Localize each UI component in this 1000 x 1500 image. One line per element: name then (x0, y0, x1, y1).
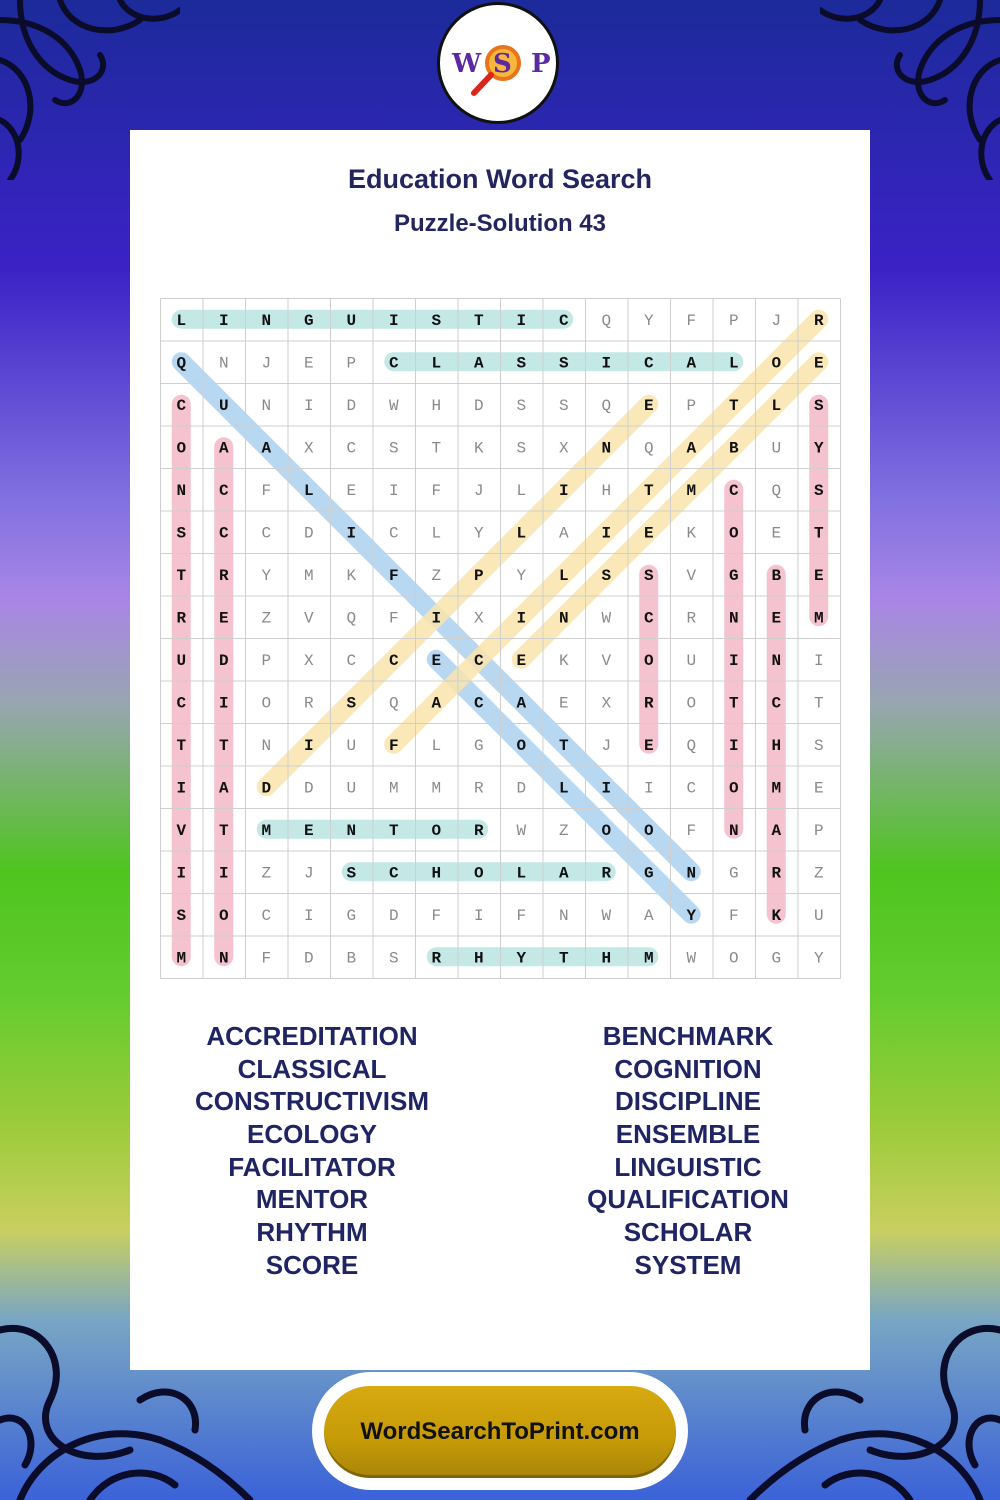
grid-letter[interactable]: M (303, 566, 314, 585)
grid-letter[interactable]: I (601, 779, 612, 798)
grid-letter[interactable]: M (643, 949, 654, 968)
grid-letter[interactable]: R (303, 694, 314, 713)
grid-letter[interactable]: P (473, 566, 484, 585)
grid-letter[interactable]: I (558, 481, 569, 500)
grid-letter[interactable]: A (643, 906, 654, 925)
grid-letter[interactable]: I (728, 651, 739, 670)
grid-letter[interactable]: S (516, 439, 527, 458)
word-item: SCORE (265, 1249, 359, 1280)
word-list-right (498, 1020, 878, 1282)
grid-letter[interactable]: S (388, 439, 399, 458)
grid-letter[interactable]: E (813, 354, 824, 373)
grid-letter[interactable]: F (388, 609, 399, 628)
grid-letter[interactable]: I (388, 311, 399, 330)
grid-letter[interactable]: X (303, 651, 314, 670)
grid-letter[interactable]: W (388, 396, 399, 415)
grid-letter[interactable]: N (686, 864, 697, 883)
grid-letter[interactable]: G (728, 566, 739, 585)
word-item: ECOLOGY (246, 1119, 377, 1150)
grid-letter[interactable]: Z (431, 566, 442, 585)
grid-letter[interactable]: I (473, 906, 484, 925)
grid-letter[interactable]: L (303, 481, 314, 500)
grid-letter[interactable]: E (643, 736, 654, 755)
grid-letter[interactable]: Y (686, 906, 697, 925)
grid-letter[interactable]: Y (643, 311, 654, 330)
grid-letter[interactable]: N (728, 609, 739, 628)
grid-letter[interactable]: C (728, 481, 739, 500)
grid-letter[interactable]: G (473, 736, 484, 755)
grid-letter[interactable]: E (218, 609, 229, 628)
grid-letter[interactable]: H (601, 949, 612, 968)
grid-letter[interactable]: T (558, 736, 569, 755)
grid-letter[interactable]: S (516, 396, 527, 415)
grid-letter[interactable]: B (728, 439, 739, 458)
grid-letter[interactable]: F (431, 906, 442, 925)
grid-letter[interactable]: Q (346, 609, 357, 628)
grid-letter[interactable]: F (686, 821, 697, 840)
grid-letter[interactable]: F (388, 566, 399, 585)
grid-letter[interactable]: E (431, 651, 442, 670)
grid-letter[interactable]: G (643, 864, 654, 883)
grid-letter[interactable]: C (261, 524, 272, 543)
grid-letter[interactable]: V (303, 609, 314, 628)
grid-letter[interactable]: R (176, 609, 187, 628)
grid-letter[interactable]: S (431, 311, 442, 330)
grid-letter[interactable]: C (643, 354, 654, 373)
grid-letter[interactable]: I (601, 354, 612, 373)
grid-letter[interactable]: H (601, 481, 612, 500)
grid-letter[interactable]: S (176, 524, 187, 543)
grid-letter[interactable]: X (303, 439, 314, 458)
grid-letter[interactable]: S (643, 566, 654, 585)
grid-letter[interactable]: N (261, 396, 272, 415)
grid-letter[interactable]: B (771, 566, 782, 585)
grid-letter[interactable]: L (431, 736, 442, 755)
grid-letter[interactable]: H (771, 736, 782, 755)
grid-letter[interactable]: F (728, 906, 739, 925)
grid-letter[interactable]: N (558, 906, 569, 925)
grid-letter[interactable]: O (218, 906, 229, 925)
grid-letter[interactable]: S (516, 354, 527, 373)
grid-letter[interactable]: C (473, 694, 484, 713)
grid-letter[interactable]: T (473, 311, 484, 330)
wsp-logo (437, 2, 559, 124)
grid-letter[interactable]: Y (516, 949, 527, 968)
grid-letter[interactable]: G (728, 864, 739, 883)
grid-letter[interactable]: D (303, 949, 314, 968)
grid-letter[interactable]: I (303, 736, 314, 755)
grid-letter[interactable]: Q (601, 311, 612, 330)
grid-letter[interactable]: E (346, 481, 357, 500)
word-item: CLASSICAL (237, 1053, 387, 1084)
grid-letter[interactable]: U (346, 311, 357, 330)
grid-letter[interactable]: A (558, 524, 569, 543)
grid-letter[interactable]: D (303, 779, 314, 798)
grid-letter[interactable]: G (303, 311, 314, 330)
grid-letter[interactable]: C (218, 524, 229, 543)
word-list-left (122, 1020, 502, 1282)
grid-letter[interactable]: N (176, 481, 187, 500)
grid-letter[interactable]: T (431, 439, 442, 458)
grid-letter[interactable]: C (643, 609, 654, 628)
grid-letter[interactable]: A (558, 864, 569, 883)
logo-letter-w: W (452, 49, 482, 79)
grid-letter[interactable]: P (728, 311, 739, 330)
grid-letter[interactable]: L (771, 396, 782, 415)
grid-letter[interactable]: L (176, 311, 187, 330)
grid-letter[interactable]: H (473, 949, 484, 968)
grid-letter[interactable]: C (686, 779, 697, 798)
grid-letter[interactable]: O (686, 694, 697, 713)
grid-letter[interactable]: Z (261, 609, 272, 628)
grid-letter[interactable]: A (686, 439, 697, 458)
grid-letter[interactable]: E (303, 354, 314, 373)
grid-letter[interactable]: K (771, 906, 782, 925)
word-item: COGNITION (614, 1053, 762, 1084)
grid-letter[interactable]: A (686, 354, 697, 373)
grid-letter[interactable]: D (388, 906, 399, 925)
grid-letter[interactable]: E (643, 524, 654, 543)
grid-letter[interactable]: D (218, 651, 229, 670)
grid-letter[interactable]: C (261, 906, 272, 925)
grid-letter[interactable]: A (218, 779, 229, 798)
grid-letter[interactable]: E (813, 566, 824, 585)
grid-letter[interactable]: T (176, 566, 187, 585)
grid-letter[interactable]: L (558, 779, 569, 798)
grid-letter[interactable]: Y (473, 524, 484, 543)
grid-letter[interactable]: O (431, 821, 442, 840)
grid-letter[interactable]: U (346, 779, 357, 798)
grid-canvas (160, 298, 841, 979)
grid-letter[interactable]: M (176, 949, 187, 968)
grid-letter[interactable]: O (643, 651, 654, 670)
grid-letter[interactable]: D (346, 396, 357, 415)
grid-letter[interactable]: R (218, 566, 229, 585)
grid-letter[interactable]: S (176, 906, 187, 925)
grid-letter[interactable]: P (686, 396, 697, 415)
grid-letter[interactable]: Q (686, 736, 697, 755)
word-item: CONSTRUCTIVISM (195, 1086, 429, 1117)
grid-letter[interactable]: C (473, 651, 484, 670)
grid-letter[interactable]: N (261, 311, 272, 330)
grid-letter[interactable]: A (771, 821, 782, 840)
grid-letter[interactable]: X (473, 609, 484, 628)
grid-letter[interactable]: R (473, 779, 484, 798)
grid-letter[interactable]: C (388, 864, 399, 883)
grid-letter[interactable]: O (473, 864, 484, 883)
grid-letter[interactable]: C (558, 311, 569, 330)
grid-letter[interactable]: W (686, 949, 697, 968)
grid-letter[interactable]: E (643, 396, 654, 415)
grid-letter[interactable]: J (261, 354, 272, 373)
grid-letter[interactable]: T (558, 949, 569, 968)
grid-letter[interactable]: A (218, 439, 229, 458)
grid-letter[interactable]: C (388, 354, 399, 373)
page-title: Education Word Search (347, 164, 653, 194)
grid-letter[interactable]: I (601, 524, 612, 543)
grid-letter[interactable]: R (643, 694, 654, 713)
logo-letter-p: P (531, 49, 551, 79)
grid-letter[interactable]: Q (771, 481, 782, 500)
grid-letter[interactable]: D (473, 396, 484, 415)
grid-letter[interactable]: I (516, 311, 527, 330)
grid-letter[interactable]: N (728, 821, 739, 840)
grid-letter[interactable]: W (601, 906, 612, 925)
grid-letter[interactable]: N (218, 949, 229, 968)
grid-letter[interactable]: R (686, 609, 697, 628)
word-item: SCHOLAR (623, 1217, 753, 1248)
grid-letter[interactable]: U (346, 736, 357, 755)
grid-letter[interactable]: N (346, 821, 357, 840)
grid-letter[interactable]: I (303, 396, 314, 415)
grid-letter[interactable]: L (516, 864, 527, 883)
grid-letter[interactable]: J (601, 736, 612, 755)
grid-letter[interactable]: N (261, 736, 272, 755)
grid-letter[interactable]: S (813, 481, 824, 500)
word-search-grid (160, 298, 841, 979)
grid-letter[interactable]: E (303, 821, 314, 840)
grid-letter[interactable]: E (516, 651, 527, 670)
grid-letter[interactable]: O (261, 694, 272, 713)
grid-letter[interactable]: O (728, 949, 739, 968)
grid-letter[interactable]: I (388, 481, 399, 500)
grid-letter[interactable]: P (813, 821, 824, 840)
grid-letter[interactable]: I (303, 906, 314, 925)
grid-letter[interactable]: C (388, 524, 399, 543)
grid-letter[interactable]: I (516, 609, 527, 628)
grid-letter[interactable]: A (516, 694, 527, 713)
grid-letter[interactable]: R (813, 311, 824, 330)
grid-letter[interactable]: Y (516, 566, 527, 585)
grid-letter[interactable]: U (813, 906, 824, 925)
grid-letter[interactable]: I (218, 694, 229, 713)
grid-letter[interactable]: N (218, 354, 229, 373)
grid-letter[interactable]: I (218, 311, 229, 330)
grid-letter[interactable]: C (388, 651, 399, 670)
grid-letter[interactable]: O (176, 439, 187, 458)
grid-letter[interactable]: Q (643, 439, 654, 458)
logo-letter-s: S (493, 49, 512, 79)
word-item: LINGUISTIC (614, 1151, 762, 1182)
grid-letter[interactable]: O (771, 354, 782, 373)
grid-letter[interactable]: T (813, 524, 824, 543)
grid-letter[interactable]: Q (388, 694, 399, 713)
word-item: FACILITATOR (228, 1151, 396, 1182)
word-item: ACCREDITATION (206, 1021, 418, 1051)
grid-letter[interactable]: G (771, 949, 782, 968)
grid-letter[interactable]: M (388, 779, 399, 798)
word-item: RHYTHM (256, 1217, 368, 1248)
grid-letter[interactable]: Y (813, 949, 824, 968)
grid-letter[interactable]: I (431, 609, 442, 628)
grid-letter[interactable]: Z (261, 864, 272, 883)
grid-letter[interactable]: C (346, 439, 357, 458)
grid-letter[interactable]: Y (813, 439, 824, 458)
grid-letter[interactable]: T (218, 821, 229, 840)
grid-letter[interactable]: T (218, 736, 229, 755)
grid-letter[interactable]: U (176, 651, 187, 670)
grid-letter[interactable]: I (643, 779, 654, 798)
grid-letter[interactable]: T (643, 481, 654, 500)
grid-letter[interactable]: S (388, 949, 399, 968)
grid-letter[interactable]: H (431, 396, 442, 415)
grid-letter[interactable]: R (601, 864, 612, 883)
grid-letter[interactable]: I (813, 651, 824, 670)
grid-letter[interactable]: N (558, 609, 569, 628)
grid-letter[interactable]: O (728, 779, 739, 798)
grid-letter[interactable]: B (346, 949, 357, 968)
grid-letter[interactable]: C (218, 481, 229, 500)
grid-letter[interactable]: L (558, 566, 569, 585)
word-item: DISCIPLINE (615, 1086, 761, 1117)
grid-letter[interactable]: S (601, 566, 612, 585)
grid-letter[interactable]: G (346, 906, 357, 925)
grid-letter[interactable]: K (473, 439, 484, 458)
grid-letter[interactable]: P (346, 354, 357, 373)
grid-letter[interactable]: E (558, 694, 569, 713)
grid-letter[interactable]: N (601, 439, 612, 458)
grid-letter[interactable]: M (431, 779, 442, 798)
grid-letter[interactable]: V (176, 821, 187, 840)
grid-letter[interactable]: X (558, 439, 569, 458)
grid-letter[interactable]: R (473, 821, 484, 840)
grid-letter[interactable]: E (813, 779, 824, 798)
grid-letter[interactable]: U (218, 396, 229, 415)
grid-letter[interactable]: S (813, 736, 824, 755)
grid-letter[interactable]: L (728, 354, 739, 373)
grid-letter[interactable]: L (516, 481, 527, 500)
grid-letter[interactable]: O (728, 524, 739, 543)
website-link-button[interactable]: WordSearchToPrint.com (324, 1386, 676, 1478)
grid-letter[interactable]: F (261, 481, 272, 500)
grid-letter[interactable]: D (303, 524, 314, 543)
word-item: ENSEMBLE (615, 1119, 761, 1150)
grid-letter[interactable]: T (813, 694, 824, 713)
grid-letter[interactable]: A (261, 439, 272, 458)
grid-letter[interactable]: S (558, 396, 569, 415)
word-item: MENTOR (255, 1184, 369, 1215)
grid-letter[interactable]: D (516, 779, 527, 798)
grid-letter[interactable]: T (728, 694, 739, 713)
grid-letter[interactable]: S (813, 396, 824, 415)
grid-letter[interactable]: M (686, 481, 697, 500)
grid-letter[interactable]: L (516, 524, 527, 543)
word-item: SYSTEM (634, 1249, 742, 1280)
word-item: QUALIFICATION (587, 1184, 789, 1215)
grid-letter[interactable]: K (346, 566, 357, 585)
grid-letter[interactable]: E (771, 524, 782, 543)
grid-letter[interactable]: C (176, 396, 187, 415)
word-item: BENCHMARK (602, 1021, 774, 1051)
grid-letter[interactable]: H (431, 864, 442, 883)
grid-letter[interactable]: M (771, 779, 782, 798)
grid-letter[interactable]: T (176, 736, 187, 755)
grid-letter[interactable]: F (686, 311, 697, 330)
grid-letter[interactable]: I (728, 736, 739, 755)
grid-letter[interactable]: S (558, 354, 569, 373)
grid-letter[interactable]: M (813, 609, 824, 628)
grid-letter[interactable]: I (218, 864, 229, 883)
grid-letter[interactable]: M (261, 821, 272, 840)
grid-letter[interactable]: L (431, 354, 442, 373)
page-subtitle: Puzzle-Solution 43 (393, 210, 606, 237)
grid-letter[interactable]: I (176, 779, 187, 798)
grid-letter[interactable]: R (431, 949, 442, 968)
grid-letter[interactable]: F (261, 949, 272, 968)
grid-letter[interactable]: J (473, 481, 484, 500)
grid-letter[interactable]: O (643, 821, 654, 840)
grid-letter[interactable]: A (431, 694, 442, 713)
grid-letter[interactable]: Q (601, 396, 612, 415)
grid-letter[interactable]: U (686, 651, 697, 670)
grid-letter[interactable]: W (516, 821, 527, 840)
grid-letter[interactable]: E (771, 609, 782, 628)
grid-letter[interactable]: K (558, 651, 569, 670)
grid-letter[interactable]: D (261, 779, 272, 798)
grid-letter[interactable]: J (303, 864, 314, 883)
grid-letter[interactable]: V (686, 566, 697, 585)
grid-letter[interactable]: I (346, 524, 357, 543)
grid-letter[interactable]: I (176, 864, 187, 883)
grid-letter[interactable]: F (388, 736, 399, 755)
grid-letter[interactable]: K (686, 524, 697, 543)
grid-letter[interactable]: J (771, 311, 782, 330)
grid-letter[interactable]: Z (558, 821, 569, 840)
grid-letter[interactable]: Q (176, 354, 187, 373)
grid-letter[interactable]: P (261, 651, 272, 670)
grid-letter[interactable]: N (771, 651, 782, 670)
grid-letter[interactable]: L (431, 524, 442, 543)
grid-letter[interactable]: C (771, 694, 782, 713)
grid-letter[interactable]: C (176, 694, 187, 713)
grid-letter[interactable]: O (601, 821, 612, 840)
grid-letter[interactable]: F (516, 906, 527, 925)
grid-letter[interactable]: X (601, 694, 612, 713)
grid-letter[interactable]: F (431, 481, 442, 500)
grid-letter[interactable]: W (601, 609, 612, 628)
grid-letter[interactable]: R (771, 864, 782, 883)
grid-letter[interactable]: A (473, 354, 484, 373)
grid-letter[interactable]: C (346, 651, 357, 670)
grid-letter[interactable]: Z (813, 864, 824, 883)
grid-letter[interactable]: S (346, 694, 357, 713)
grid-letter[interactable]: V (601, 651, 612, 670)
grid-letter[interactable]: O (516, 736, 527, 755)
grid-letter[interactable]: Y (261, 566, 272, 585)
grid-letter[interactable]: U (771, 439, 782, 458)
grid-letter[interactable]: S (346, 864, 357, 883)
grid-letter[interactable]: T (728, 396, 739, 415)
grid-letter[interactable]: T (388, 821, 399, 840)
